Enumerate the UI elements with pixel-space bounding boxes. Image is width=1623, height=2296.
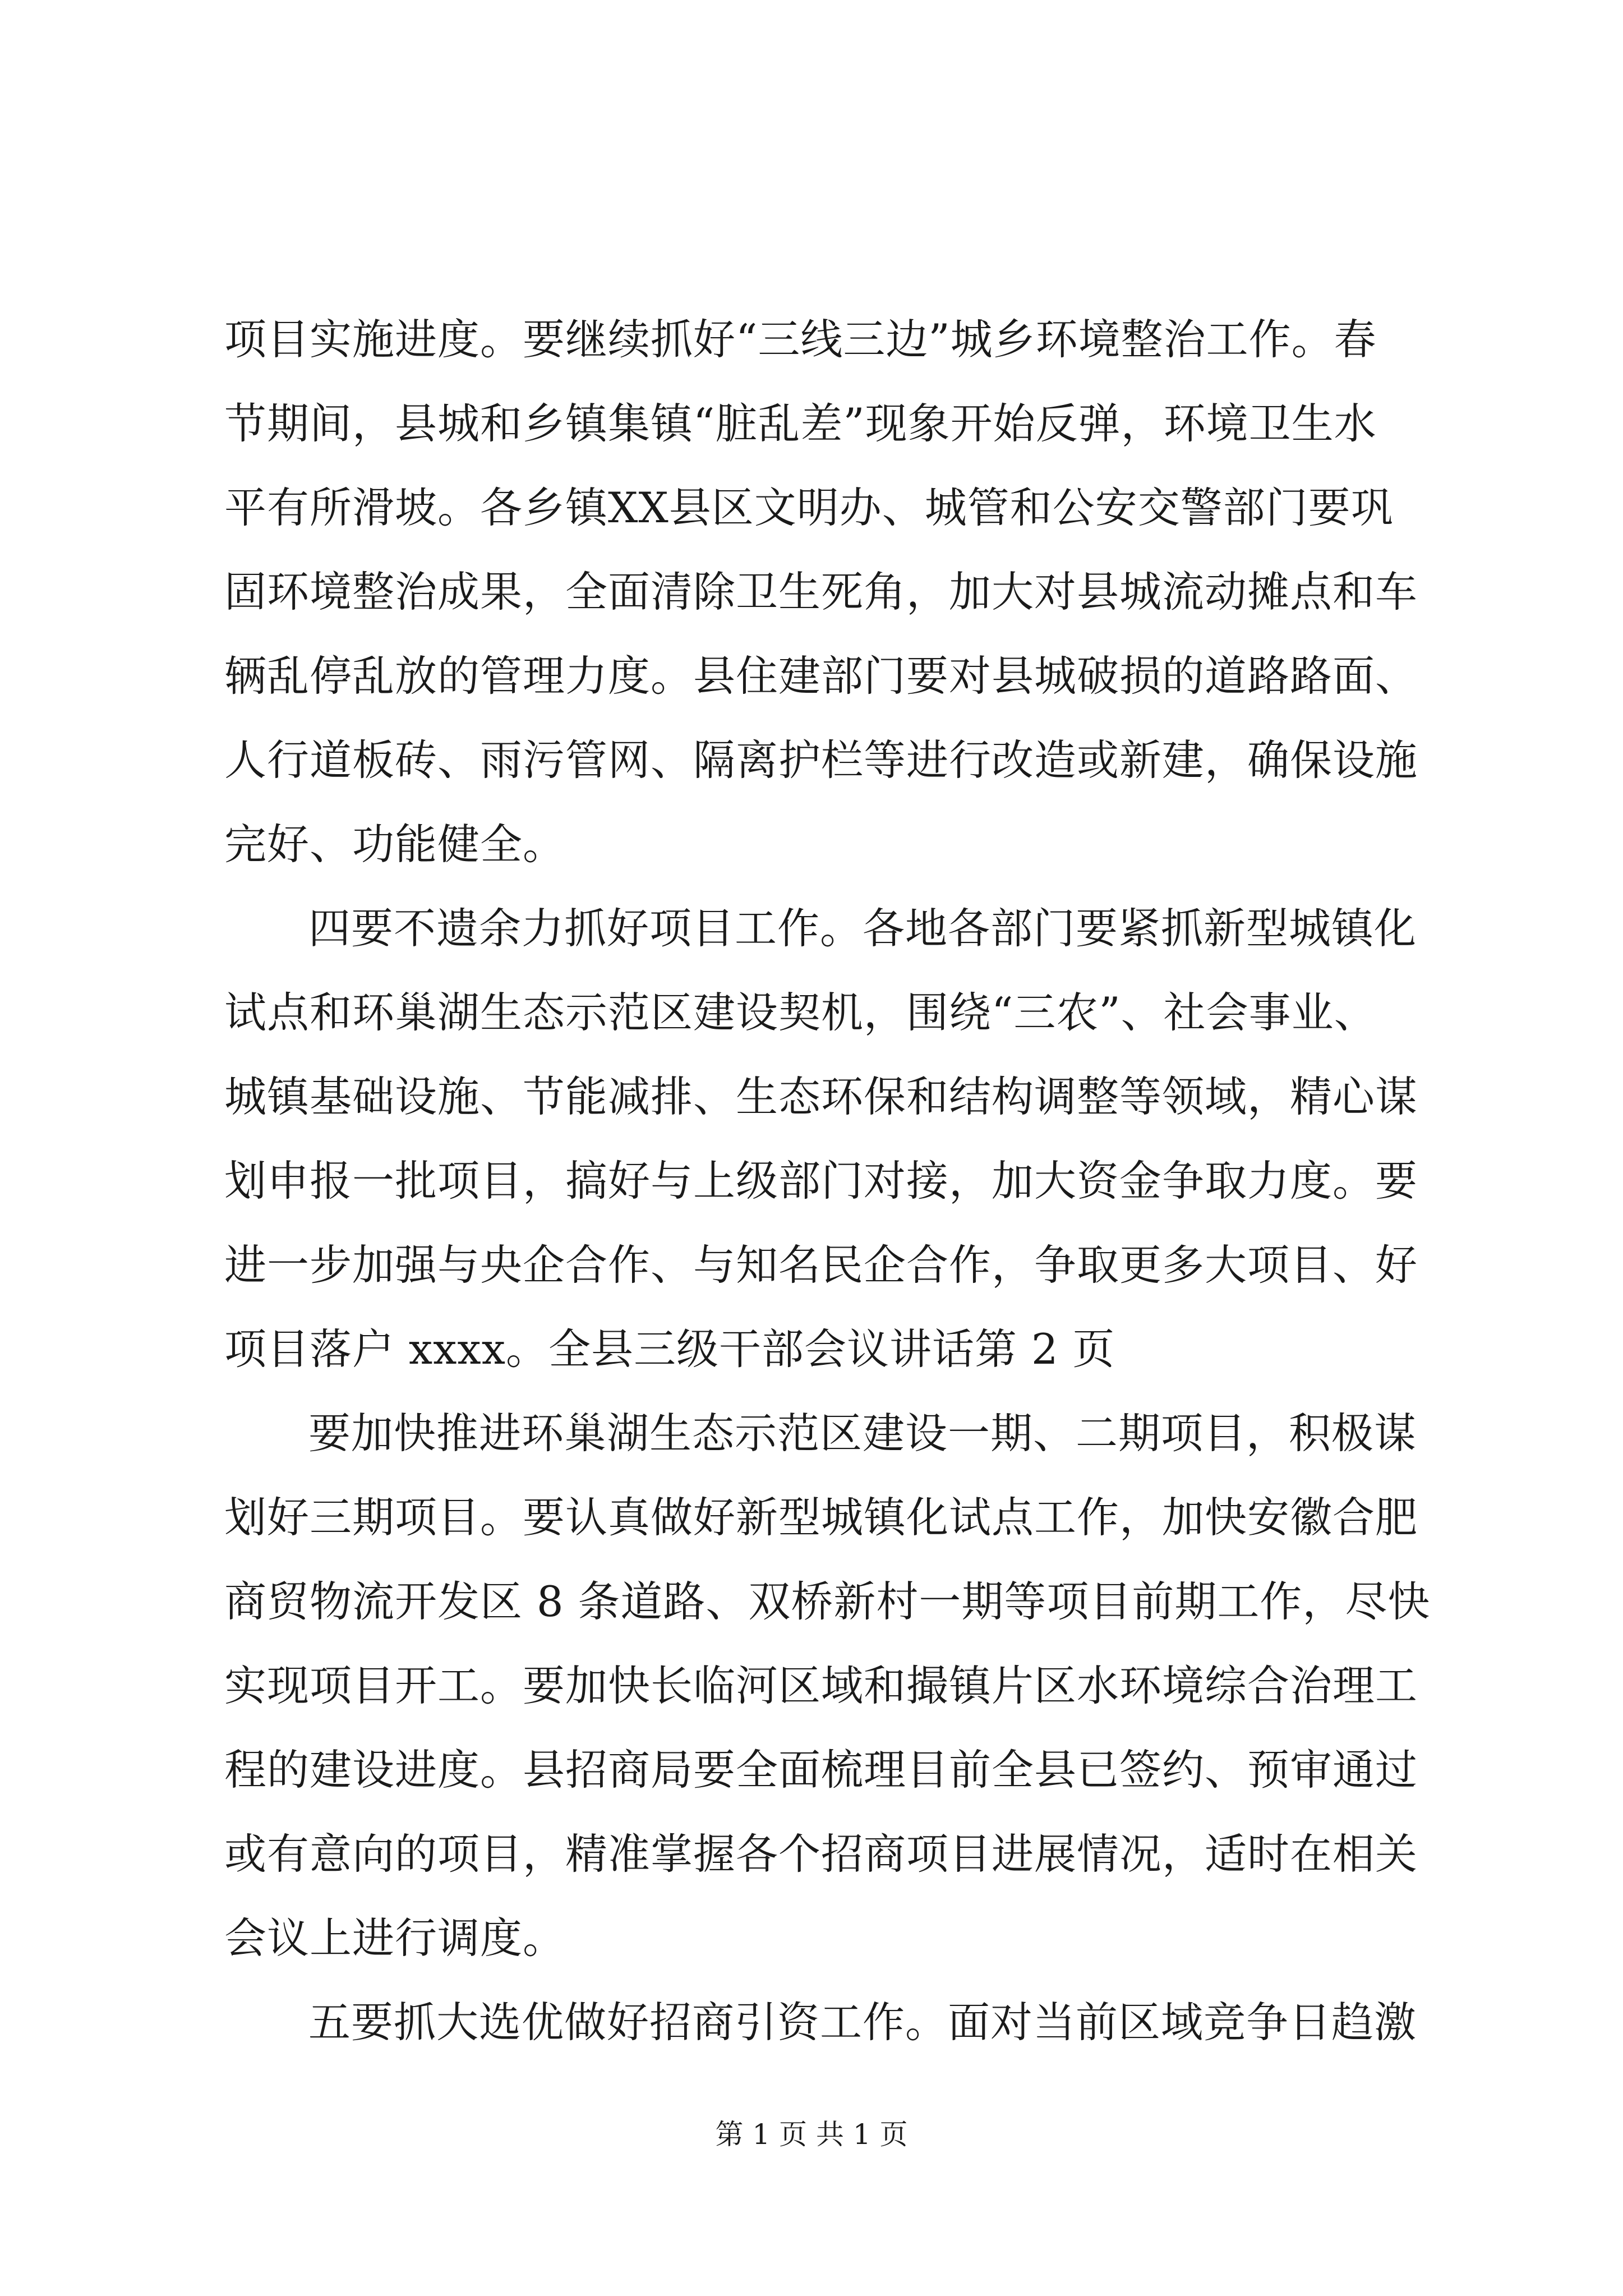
text-line: 完好、功能健全。 [224,820,566,869]
text-line: 城镇基础设施、节能减排、生态环保和结构调整等领域，精心谋 [224,1072,1418,1121]
text-line: 实现项目开工。要加快长临河区域和撮镇片区水环境综合治理工 [224,1661,1418,1710]
text-line: 或有意向的项目，精准掌握各个招商项目进展情况，适时在相关 [224,1829,1418,1879]
text-line: 平有所滑坡。各乡镇XX县区文明办、城管和公安交警部门要巩 [224,483,1394,532]
text-line: 进一步加强与央企合作、与知名民企合作，争取更多大项目、好 [224,1240,1418,1290]
text-line: 划好三期项目。要认真做好新型城镇化试点工作，加快安徽合肥 [224,1493,1418,1542]
text-line: 程的建设进度。县招商局要全面梳理目前全县已签约、预审通过 [224,1745,1418,1795]
text-line: 人行道板砖、雨污管网、隔离护栏等进行改造或新建，确保设施 [224,735,1418,785]
paragraph-first-line: 要加快推进环巢湖生态示范区建设一期、二期项目，积极谋 [308,1409,1417,1458]
text-line: 节期间，县城和乡镇集镇“脏乱差”现象开始反弹，环境卫生水 [224,399,1377,448]
paragraph-first-line: 四要不遗余力抓好项目工作。各地各部门要紧抓新型城镇化 [308,904,1417,953]
paragraph-first-line: 五要抓大选优做好招商引资工作。面对当前区域竞争日趋激 [308,1998,1417,2047]
text-line: 试点和环巢湖生态示范区建设契机，围绕“三农”、社会事业、 [224,988,1377,1037]
text-line: 辆乱停乱放的管理力度。县住建部门要对县城破损的道路路面、 [224,651,1418,701]
text-line: 项目实施进度。要继续抓好“三线三边”城乡环境整治工作。春 [224,315,1377,364]
text-line: 项目落户 xxxx。全县三级干部会议讲话第 2 页 [224,1324,1115,1374]
text-line: 商贸物流开发区 8 条道路、双桥新村一期等项目前期工作，尽快 [224,1577,1431,1626]
page-footer: 第 1 页 共 1 页 [715,2118,908,2151]
text-line: 划申报一批项目，搞好与上级部门对接，加大资金争取力度。要 [224,1156,1418,1205]
text-line: 会议上进行调度。 [224,1913,566,1963]
text-line: 固环境整治成果，全面清除卫生死角，加大对县城流动摊点和车 [224,567,1418,616]
